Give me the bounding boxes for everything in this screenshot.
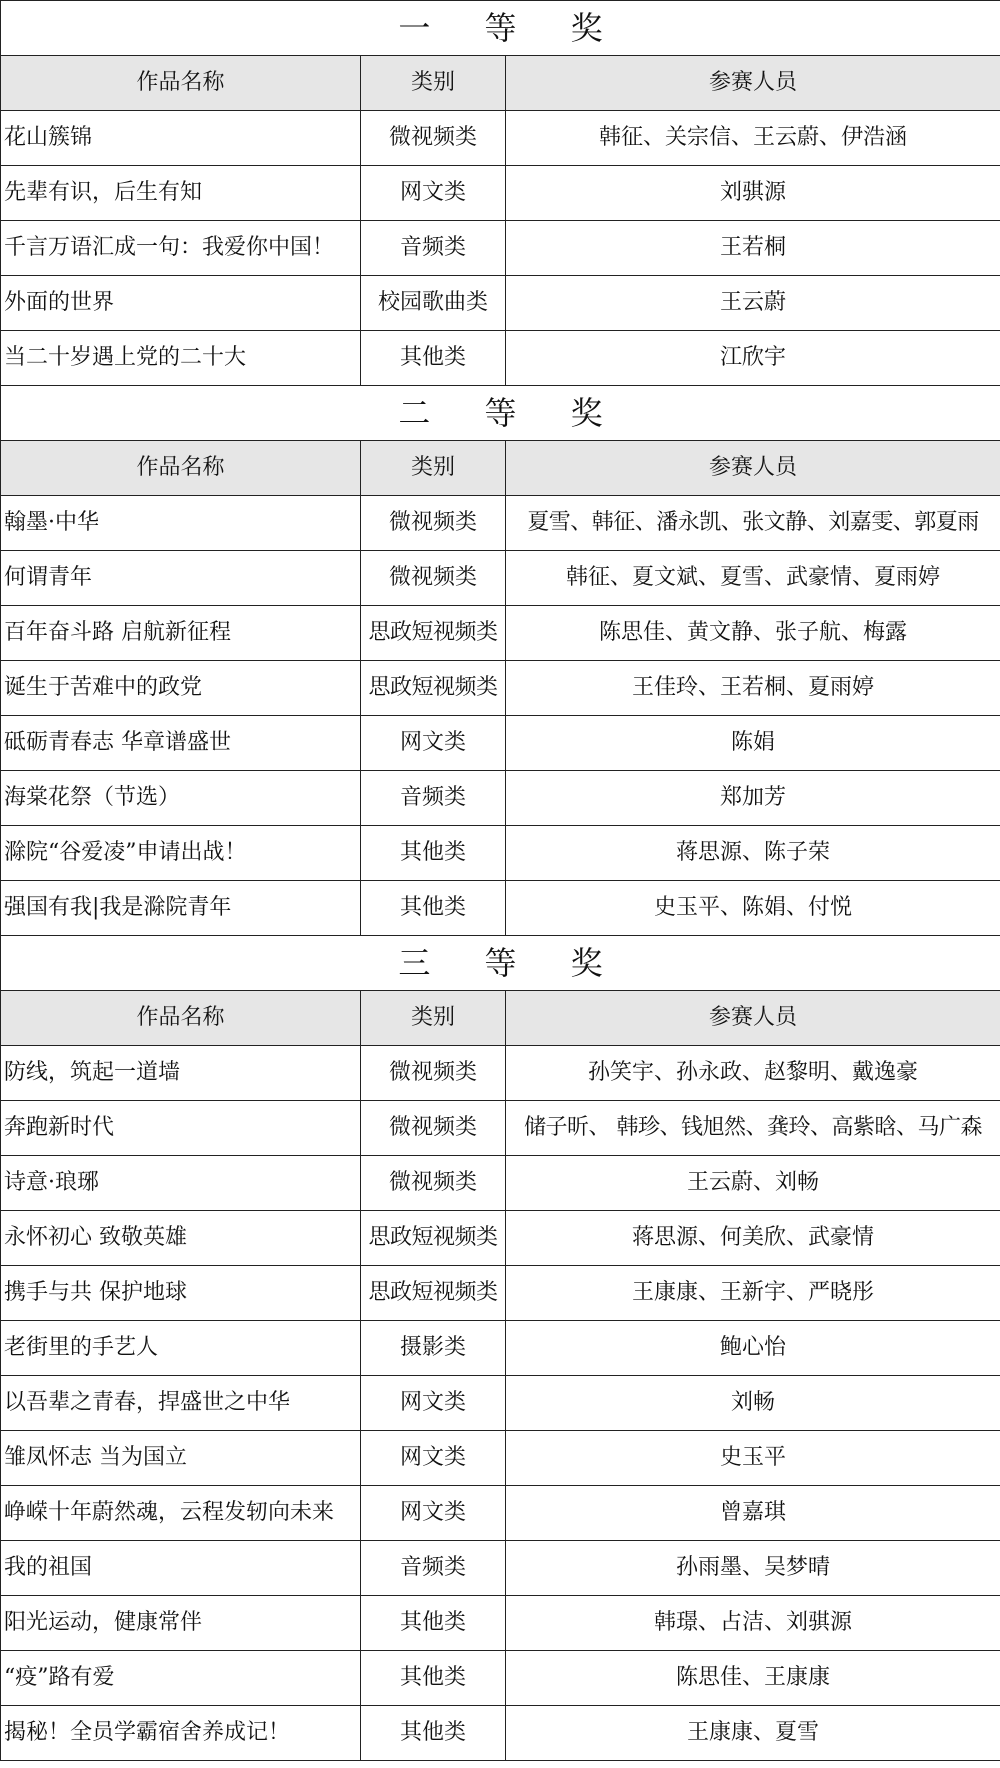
work-name-cell: 千言万语汇成一句：我爱你中国！ [1, 221, 361, 276]
awards-table-body [1, 1, 1000, 1761]
work-name-cell: 以吾辈之青春，捍盛世之中华 [1, 1376, 361, 1431]
table-row [1, 1156, 1000, 1211]
table-row [1, 881, 1000, 936]
participants-cell: 陈娟 [506, 716, 1000, 771]
category-cell: 摄影类 [361, 1321, 506, 1376]
table-row [1, 496, 1000, 551]
table-row [1, 771, 1000, 826]
participants-cell: 储子昕、 韩珍、钱旭然、龚玲、高紫晗、马广森 [506, 1101, 1000, 1156]
category-cell: 其他类 [361, 1706, 506, 1761]
category-cell: 网文类 [361, 1486, 506, 1541]
award-level-title [1, 936, 1000, 991]
work-name-cell: 花山簇锦 [1, 111, 361, 166]
work-name-cell: 何谓青年 [1, 551, 361, 606]
participants-cell: 刘骐源 [506, 166, 1000, 221]
category-cell: 微视频类 [361, 1046, 506, 1101]
award-level-title-text: 一 等 奖 [398, 8, 625, 47]
category-cell: 微视频类 [361, 111, 506, 166]
participants-cell: 王康康、王新宇、严晓彤 [506, 1266, 1000, 1321]
work-name-cell: 携手与共 保护地球 [1, 1266, 361, 1321]
category-cell: 其他类 [361, 1596, 506, 1651]
category-cell: 其他类 [361, 331, 506, 386]
table-row [1, 1376, 1000, 1431]
participants-cell: 韩征、夏文斌、夏雪、武豪情、夏雨婷 [506, 551, 1000, 606]
award-level-title-text: 二 等 奖 [398, 393, 625, 432]
participants-cell: 刘畅 [506, 1376, 1000, 1431]
participants-cell: 陈思佳、黄文静、张子航、梅露 [506, 606, 1000, 661]
participants-cell: 蒋思源、陈子荣 [506, 826, 1000, 881]
category-cell: 微视频类 [361, 1156, 506, 1211]
participants-cell: 王云蔚 [506, 276, 1000, 331]
work-name-cell: 砥砺青春志 华章谱盛世 [1, 716, 361, 771]
table-row [1, 331, 1000, 386]
table-row [1, 551, 1000, 606]
work-name-cell: 揭秘！全员学霸宿舍养成记！ [1, 1706, 361, 1761]
work-name-cell: 百年奋斗路 启航新征程 [1, 606, 361, 661]
table-row [1, 276, 1000, 331]
work-name-cell: 老街里的手艺人 [1, 1321, 361, 1376]
work-name-cell: 永怀初心 致敬英雄 [1, 1211, 361, 1266]
column-header-row [1, 56, 1000, 111]
column-header-work-name: 作品名称 [1, 56, 361, 111]
participants-cell: 孙雨墨、吴梦晴 [506, 1541, 1000, 1596]
table-row [1, 1596, 1000, 1651]
participants-cell: 孙笑宇、孙永政、赵黎明、戴逸豪 [506, 1046, 1000, 1101]
participants-cell: 夏雪、韩征、潘永凯、张文静、刘嘉雯、郭夏雨 [506, 496, 1000, 551]
table-row [1, 1046, 1000, 1101]
work-name-cell: 翰墨·中华 [1, 496, 361, 551]
table-row [1, 826, 1000, 881]
participants-cell: 王云蔚、刘畅 [506, 1156, 1000, 1211]
award-level-title [1, 1, 1000, 56]
category-cell: 其他类 [361, 881, 506, 936]
column-header-category: 类别 [361, 56, 506, 111]
table-row [1, 606, 1000, 661]
category-cell: 思政短视频类 [361, 1266, 506, 1321]
work-name-cell: 先辈有识，后生有知 [1, 166, 361, 221]
category-cell: 校园歌曲类 [361, 276, 506, 331]
table-row [1, 1541, 1000, 1596]
table-row [1, 1211, 1000, 1266]
column-header-work-name: 作品名称 [1, 441, 361, 496]
table-row [1, 1266, 1000, 1321]
category-cell: 微视频类 [361, 551, 506, 606]
work-name-cell: 滁院“谷爱凌”申请出战！ [1, 826, 361, 881]
participants-cell: 曾嘉琪 [506, 1486, 1000, 1541]
work-name-cell: 雏凤怀志 当为国立 [1, 1431, 361, 1486]
participants-cell: 韩征、关宗信、王云蔚、伊浩涵 [506, 111, 1000, 166]
work-name-cell: 我的祖国 [1, 1541, 361, 1596]
column-header-participants: 参赛人员 [506, 56, 1000, 111]
column-header-participants: 参赛人员 [506, 991, 1000, 1046]
category-cell: 网文类 [361, 716, 506, 771]
category-cell: 微视频类 [361, 1101, 506, 1156]
work-name-cell: 阳光运动，健康常伴 [1, 1596, 361, 1651]
category-cell: 其他类 [361, 1651, 506, 1706]
participants-cell: 王康康、夏雪 [506, 1706, 1000, 1761]
category-cell: 音频类 [361, 221, 506, 276]
work-name-cell: 峥嵘十年蔚然魂，云程发轫向未来 [1, 1486, 361, 1541]
category-cell: 微视频类 [361, 496, 506, 551]
table-row [1, 1321, 1000, 1376]
participants-cell: 鲍心怡 [506, 1321, 1000, 1376]
work-name-cell: “疫”路有爱 [1, 1651, 361, 1706]
column-header-work-name: 作品名称 [1, 991, 361, 1046]
work-name-cell: 海棠花祭（节选） [1, 771, 361, 826]
table-row [1, 1101, 1000, 1156]
participants-cell: 史玉平 [506, 1431, 1000, 1486]
table-row [1, 1651, 1000, 1706]
participants-cell: 王佳玲、王若桐、夏雨婷 [506, 661, 1000, 716]
category-cell: 网文类 [361, 1376, 506, 1431]
participants-cell: 江欣宇 [506, 331, 1000, 386]
award-level-title-row [1, 386, 1000, 441]
category-cell: 思政短视频类 [361, 606, 506, 661]
category-cell: 思政短视频类 [361, 1211, 506, 1266]
participants-cell: 陈思佳、王康康 [506, 1651, 1000, 1706]
work-name-cell: 防线，筑起一道墙 [1, 1046, 361, 1101]
table-row [1, 1706, 1000, 1761]
column-header-row [1, 441, 1000, 496]
column-header-category: 类别 [361, 991, 506, 1046]
award-level-title-text: 三 等 奖 [398, 943, 625, 982]
work-name-cell: 诞生于苦难中的政党 [1, 661, 361, 716]
work-name-cell: 强国有我|我是滁院青年 [1, 881, 361, 936]
work-name-cell: 诗意·琅琊 [1, 1156, 361, 1211]
work-name-cell: 外面的世界 [1, 276, 361, 331]
participants-cell: 郑加芳 [506, 771, 1000, 826]
table-row [1, 1431, 1000, 1486]
table-row [1, 221, 1000, 276]
table-row [1, 166, 1000, 221]
award-level-title [1, 386, 1000, 441]
participants-cell: 史玉平、陈娟、付悦 [506, 881, 1000, 936]
column-header-row [1, 991, 1000, 1046]
table-row [1, 111, 1000, 166]
category-cell: 思政短视频类 [361, 661, 506, 716]
category-cell: 网文类 [361, 1431, 506, 1486]
table-row [1, 1486, 1000, 1541]
table-row [1, 716, 1000, 771]
category-cell: 网文类 [361, 166, 506, 221]
work-name-cell: 当二十岁遇上党的二十大 [1, 331, 361, 386]
category-cell: 音频类 [361, 1541, 506, 1596]
category-cell: 音频类 [361, 771, 506, 826]
table-row [1, 661, 1000, 716]
participants-cell: 蒋思源、何美欣、武豪情 [506, 1211, 1000, 1266]
column-header-category: 类别 [361, 441, 506, 496]
column-header-participants: 参赛人员 [506, 441, 1000, 496]
participants-cell: 王若桐 [506, 221, 1000, 276]
award-level-title-row [1, 936, 1000, 991]
award-level-title-row [1, 1, 1000, 56]
participants-cell: 韩璟、占洁、刘骐源 [506, 1596, 1000, 1651]
work-name-cell: 奔跑新时代 [1, 1101, 361, 1156]
category-cell: 其他类 [361, 826, 506, 881]
